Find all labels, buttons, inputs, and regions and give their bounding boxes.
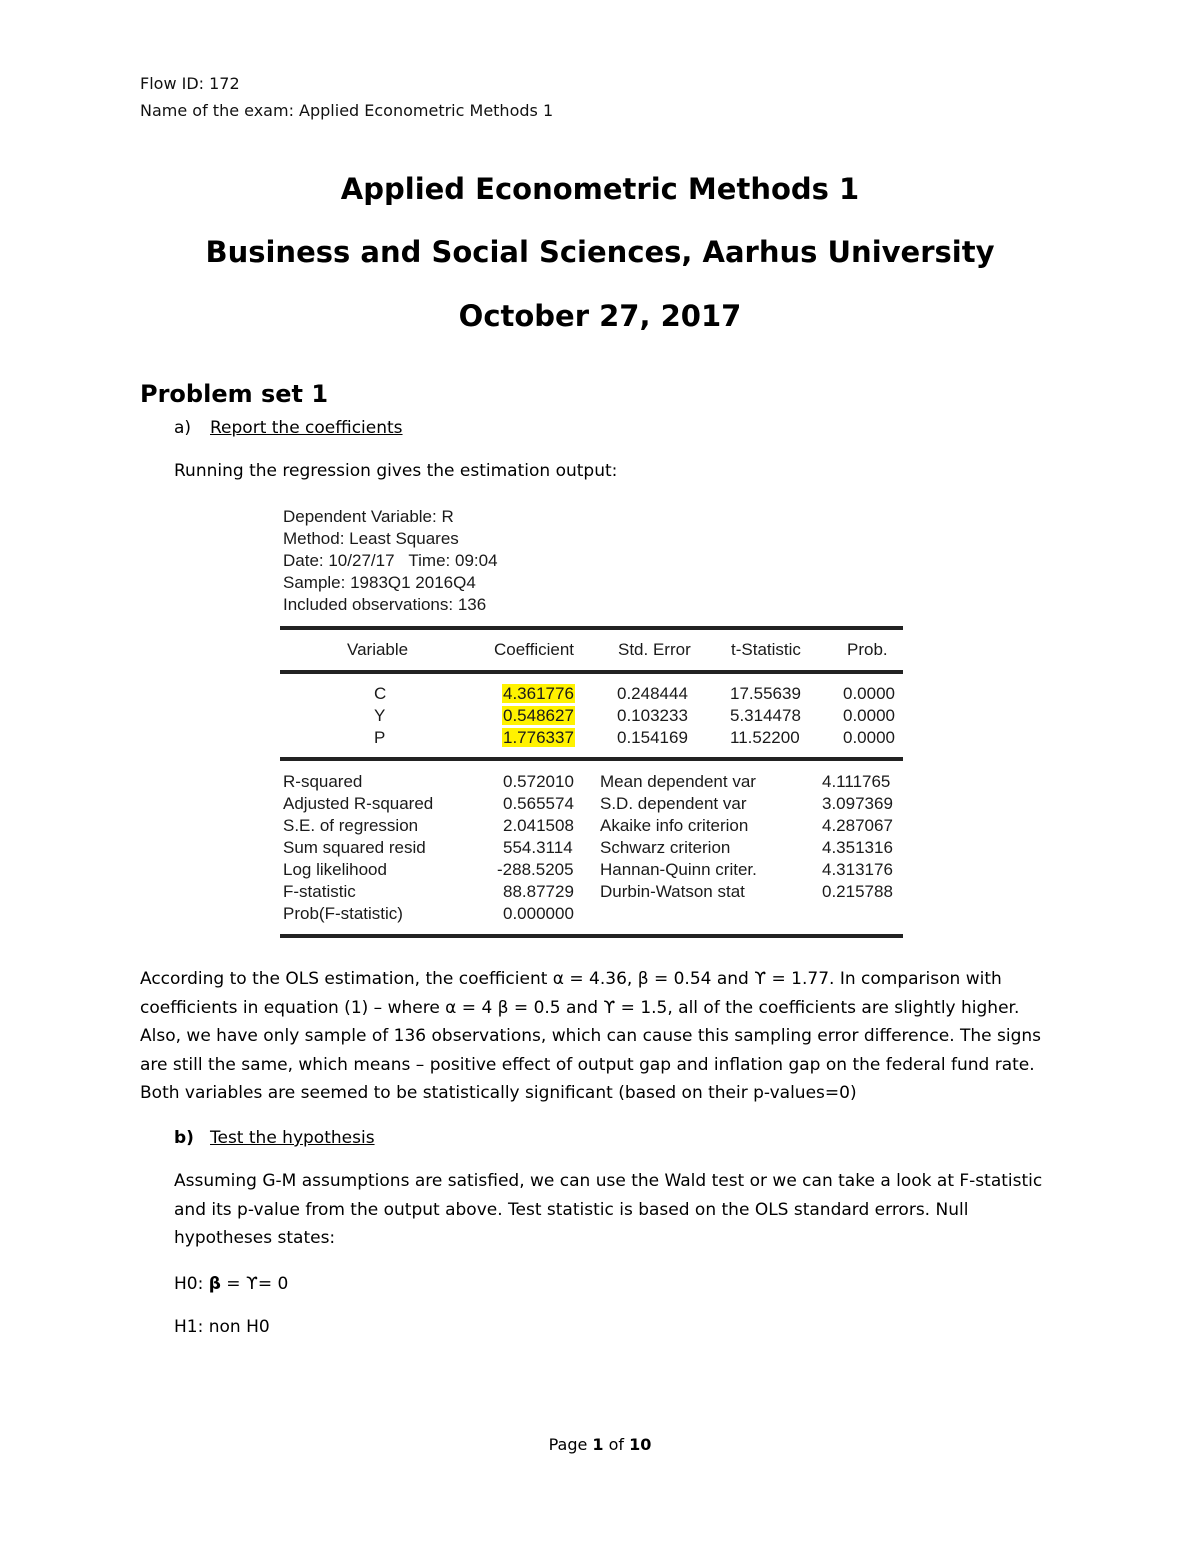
part-b-label: b) (174, 1128, 194, 1148)
discussion-line: According to the OLS estimation, the coefficient α = 4.36, β = 0.54 and ϒ = 1.77. In comparison with (140, 969, 1002, 989)
stat-value: 4.351316 (822, 838, 893, 857)
stat-label: R-squared (283, 772, 363, 791)
col-prob: Prob. (847, 640, 888, 659)
page-footer (0, 1435, 1200, 1454)
exam-name: Name of the exam: Applied Econometric Methods 1 (140, 101, 554, 120)
alternative-hypothesis: H1: non H0 (174, 1317, 270, 1337)
stat-label: Sum squared resid (283, 838, 426, 857)
h0-prefix: H0: (174, 1274, 209, 1294)
part-b-line: hypotheses states: (174, 1228, 336, 1248)
eviews-info (283, 506, 498, 616)
stat-label: Hannan-Quinn criter. (600, 860, 757, 879)
row-p-t-stat: 11.52200 (730, 728, 800, 747)
row-p-std-error: 0.154169 (617, 728, 688, 747)
part-b-line: and its p-value from the output above. Test statistic is based on the OLS standard errors. Null (174, 1199, 969, 1220)
highlight: 4.361776 (503, 684, 574, 703)
col-std-error: Std. Error (618, 640, 691, 659)
row-y-coefficient (502, 706, 575, 726)
part-b-heading (174, 1127, 375, 1149)
page-number: 1 (592, 1435, 604, 1454)
stat-label: Adjusted R-squared (283, 794, 434, 813)
null-hypothesis (174, 1273, 288, 1295)
row-p-prob: 0.0000 (843, 728, 895, 747)
eviews-date: Date: 10/27/17 Time: 09:04 (283, 551, 498, 570)
eviews-sample: Sample: 1983Q1 2016Q4 (283, 573, 476, 592)
discussion-line: are still the same, which means – positive effect of output gap and inflation gap on the federal fund rate. (140, 1054, 1035, 1075)
row-p-coefficient (502, 728, 575, 748)
document-date: October 27, 2017 (458, 299, 742, 333)
stat-value: 554.3114 (503, 838, 573, 857)
stat-label: F-statistic (283, 882, 356, 901)
part-a-heading (174, 417, 403, 439)
stat-value: 0.215788 (822, 882, 893, 901)
row-y-variable: Y (374, 706, 386, 725)
stat-label: S.D. dependent var (600, 794, 747, 813)
row-c-coefficient (502, 684, 575, 704)
eviews-method: Method: Least Squares (283, 529, 459, 548)
stat-label: Durbin-Watson stat (600, 882, 745, 901)
of-word: of (603, 1435, 630, 1454)
stat-value: -288.5205 (497, 860, 574, 879)
part-a-intro: Running the regression gives the estimation output: (174, 461, 618, 481)
table-top-rule (280, 626, 903, 630)
highlight: 0.548627 (503, 706, 574, 725)
stat-label: S.E. of regression (283, 816, 419, 835)
table-header-rule (280, 670, 903, 674)
stat-value: 3.097369 (822, 794, 893, 813)
col-t-statistic: t-Statistic (731, 640, 801, 659)
stat-value: 2.041508 (503, 816, 574, 835)
row-y-t-stat: 5.314478 (730, 706, 801, 725)
stat-value: 0.000000 (503, 904, 574, 923)
part-b-title: Test the hypothesis (210, 1128, 375, 1148)
h0-rest: = ϒ= 0 (220, 1274, 289, 1294)
discussion-paragraph (140, 965, 1070, 1108)
part-b-line: Assuming G-M assumptions are satisfied, we can use the Wald test or we can take a look at F-statistic (174, 1171, 1043, 1191)
highlight: 1.776337 (503, 728, 574, 747)
col-coefficient: Coefficient (494, 640, 575, 659)
row-c-variable: C (374, 684, 387, 703)
stat-label: Mean dependent var (600, 772, 756, 791)
discussion-line: Also, we have only sample of 136 observations, which can cause this sampling error difference. The signs (140, 1026, 1042, 1046)
flow-id: Flow ID: 172 (140, 74, 240, 93)
stat-label: Log likelihood (283, 860, 387, 879)
part-a-title: Report the coefficients (210, 418, 403, 438)
table-bottom-rule (280, 934, 903, 938)
table-mid-rule (280, 757, 903, 761)
eviews-dependent-variable: Dependent Variable: R (283, 507, 454, 526)
row-c-t-stat: 17.55639 (730, 684, 801, 703)
stat-value: 88.87729 (503, 882, 574, 901)
row-c-prob: 0.0000 (843, 684, 895, 703)
row-y-prob: 0.0000 (843, 706, 895, 725)
stat-label: Akaike info criterion (600, 816, 749, 835)
discussion-line: Both variables are seemed to be statistically significant (based on their p-values=0) (140, 1083, 857, 1103)
row-c-std-error: 0.248444 (617, 684, 688, 703)
problem-set-heading: Problem set 1 (140, 380, 329, 408)
stat-value: 4.313176 (822, 860, 893, 879)
row-p-variable: P (374, 728, 386, 747)
part-a-label: a) (174, 418, 192, 438)
document-title: Applied Econometric Methods 1 (340, 172, 860, 206)
page-total: 10 (629, 1435, 652, 1454)
col-variable: Variable (347, 640, 409, 659)
part-b-paragraph (174, 1167, 1074, 1253)
row-y-std-error: 0.103233 (617, 706, 688, 725)
h0-beta: β (208, 1274, 221, 1294)
eviews-observations: Included observations: 136 (283, 595, 487, 614)
stat-label: Prob(F-statistic) (283, 904, 403, 923)
stat-value: 0.565574 (503, 794, 574, 813)
page-word: Page (548, 1435, 593, 1454)
discussion-line: coefficients in equation (1) – where α = 4 β = 0.5 and ϒ = 1.5, all of the coefficients are slightly higher. (140, 997, 1020, 1018)
stat-value: 4.111765 (822, 772, 891, 791)
document-institution: Business and Social Sciences, Aarhus University (205, 235, 995, 269)
stat-value: 0.572010 (503, 772, 574, 791)
stat-label: Schwarz criterion (600, 838, 731, 857)
stat-value: 4.287067 (822, 816, 893, 835)
